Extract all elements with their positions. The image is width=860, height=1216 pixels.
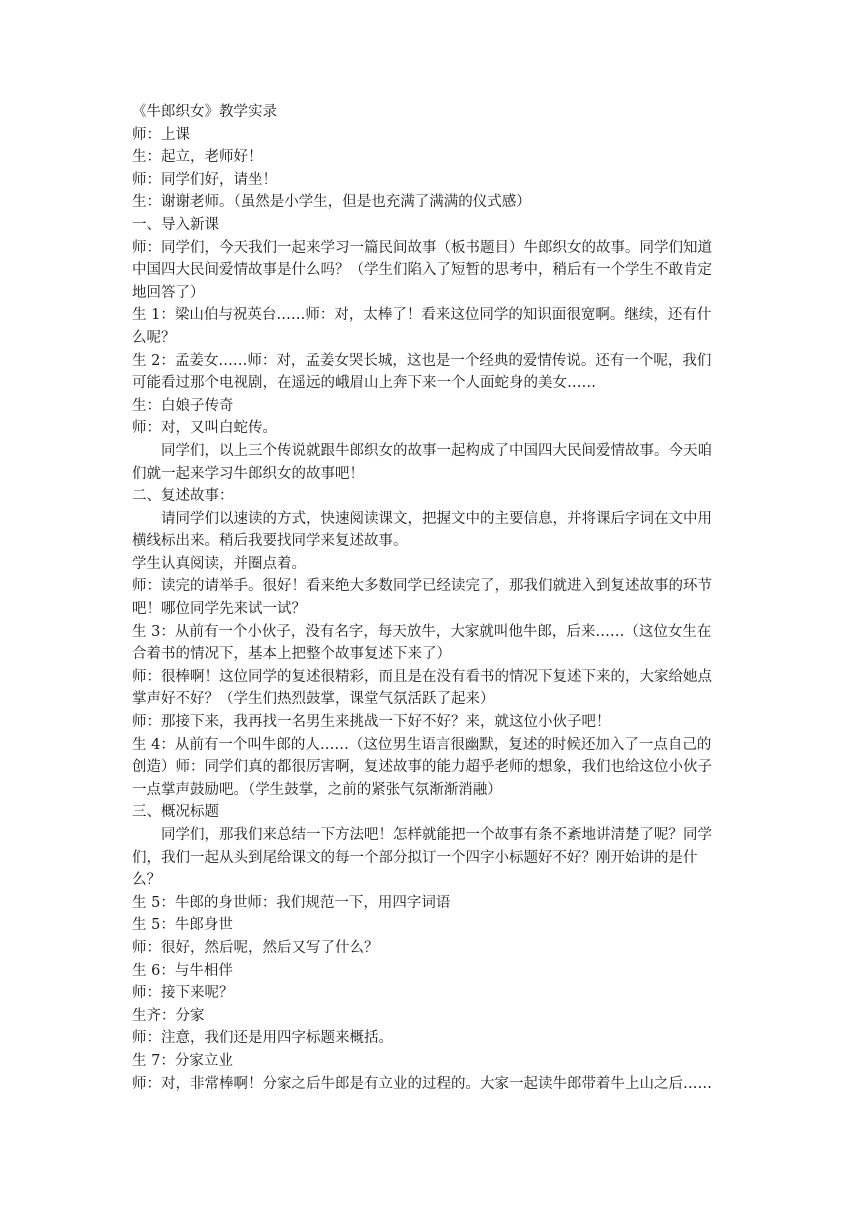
- text-line: 生 7：分家立业: [132, 1052, 233, 1069]
- text-line: 生：谢谢老师。（虽然是小学生，但是也充满了满满的仪式感）: [132, 194, 531, 211]
- text-line: 同学们，以上三个传说就跟牛郎织女的故事一起构成了中国四大民间爱情故事。今天咱: [161, 442, 712, 459]
- text-line: 师：同学们，今天我们一起来学习一篇民间故事（板书题目）牛郎织女的故事。同学们知道: [132, 239, 712, 256]
- text-line: 师：注意，我们还是用四字标题来概括。: [132, 1030, 393, 1047]
- text-line: 学生认真阅读，并圈点着。: [132, 555, 306, 572]
- text-line: 创造）师：同学们真的都很厉害啊，复述故事的能力超乎老师的想象，我们也给这位小伙子: [132, 759, 712, 776]
- text-line: 师：读完的请举手。很好！看来绝大多数同学已经读完了，那我们就进入到复述故事的环节: [132, 578, 712, 595]
- text-line: 生 1：梁山伯与祝英台……师：对，太棒了！看来这位同学的知识面很宽啊。继续，还有什: [132, 307, 712, 324]
- text-line: 么呢？: [132, 329, 176, 346]
- text-line: 横线标出来。稍后我要找同学来复述故事。: [132, 533, 408, 550]
- text-line: 地回答了）: [132, 284, 205, 301]
- text-line: 师：很棒啊！这位同学的复述很精彩，而且是在没有看书的情况下复述下来的，大家给她点: [132, 668, 712, 685]
- text-line: 一点掌声鼓励吧。（学生鼓掌，之前的紧张气氛渐渐消融）: [132, 781, 502, 798]
- document-page: [132, 101, 732, 1095]
- text-line: 掌声好不好？（学生们热烈鼓掌，课堂气氛活跃了起来）: [132, 691, 495, 708]
- text-line: 师：对，非常棒啊！分家之后牛郎是有立业的过程的。大家一起读牛郎带着牛上山之后……: [132, 1075, 712, 1092]
- text-line: 们，我们一起从头到尾给课文的每一个部分拟订一个四字小标题好不好？刚开始讲的是什: [132, 849, 698, 866]
- text-line: 生：起立，老师好！: [132, 149, 263, 166]
- text-line: 师：上课: [132, 126, 190, 143]
- text-line: 二、复述故事：: [132, 488, 234, 505]
- text-line: 们就一起来学习牛郎织女的故事吧！: [132, 465, 364, 482]
- text-line: 师：很好，然后呢，然后又写了什么？: [132, 939, 379, 956]
- text-line: 生 5：牛郎的身世师：我们规范一下，用四字词语: [132, 894, 451, 911]
- text-line: 请同学们以速读的方式，快速阅读课文，把握文中的主要信息，并将课后字词在文中用: [161, 510, 712, 527]
- text-line: 生 4：从前有一个叫牛郎的人……（这位男生语言很幽默，复述的时候还加入了一点自己的: [132, 736, 712, 753]
- text-line: 师：对，又叫白蛇传。: [132, 420, 277, 437]
- text-line: 师：那接下来，我再找一名男生来挑战一下好不好？来，就这位小伙子吧！: [132, 714, 611, 731]
- text-line: 一、导入新课: [132, 216, 219, 233]
- text-line: 吧！哪位同学先来试一试？: [132, 601, 306, 618]
- text-line: 生：白娘子传奇: [132, 397, 234, 414]
- text-line: 可能看过那个电视剧，在遥远的峨眉山上奔下来一个人面蛇身的美女……: [132, 375, 596, 392]
- text-line: 生 3：从前有一个小伙子，没有名字，每天放牛，大家就叫他牛郎，后来……（这位女生在: [132, 623, 712, 640]
- text-line: 生 5：牛郎身世: [132, 917, 233, 934]
- text-line: 生齐：分家: [132, 1007, 205, 1024]
- text-line: 同学们，那我们来总结一下方法吧！怎样就能把一个故事有条不紊地讲清楚了呢？同学: [161, 827, 712, 843]
- text-line: 中国四大民间爱情故事是什么吗？（学生们陷入了短暂的思考中，稍后有一个学生不敢肯定: [132, 262, 712, 279]
- text-line: 三、概况标题: [132, 804, 219, 821]
- text-line: 生 2：孟姜女……师：对，孟姜女哭长城，这也是一个经典的爱情传说。还有一个呢，我们: [132, 352, 712, 369]
- text-line: 么？: [132, 872, 161, 889]
- text-line: 师：接下来呢？: [132, 985, 234, 1002]
- text-line: 合着书的情况下，基本上把整个故事复述下来了）: [132, 646, 451, 663]
- text-line: 师：同学们好，请坐！: [132, 171, 277, 188]
- text-line: 生 6：与牛相伴: [132, 962, 233, 979]
- document-title: 《牛郎织女》教学实录: [132, 104, 277, 120]
